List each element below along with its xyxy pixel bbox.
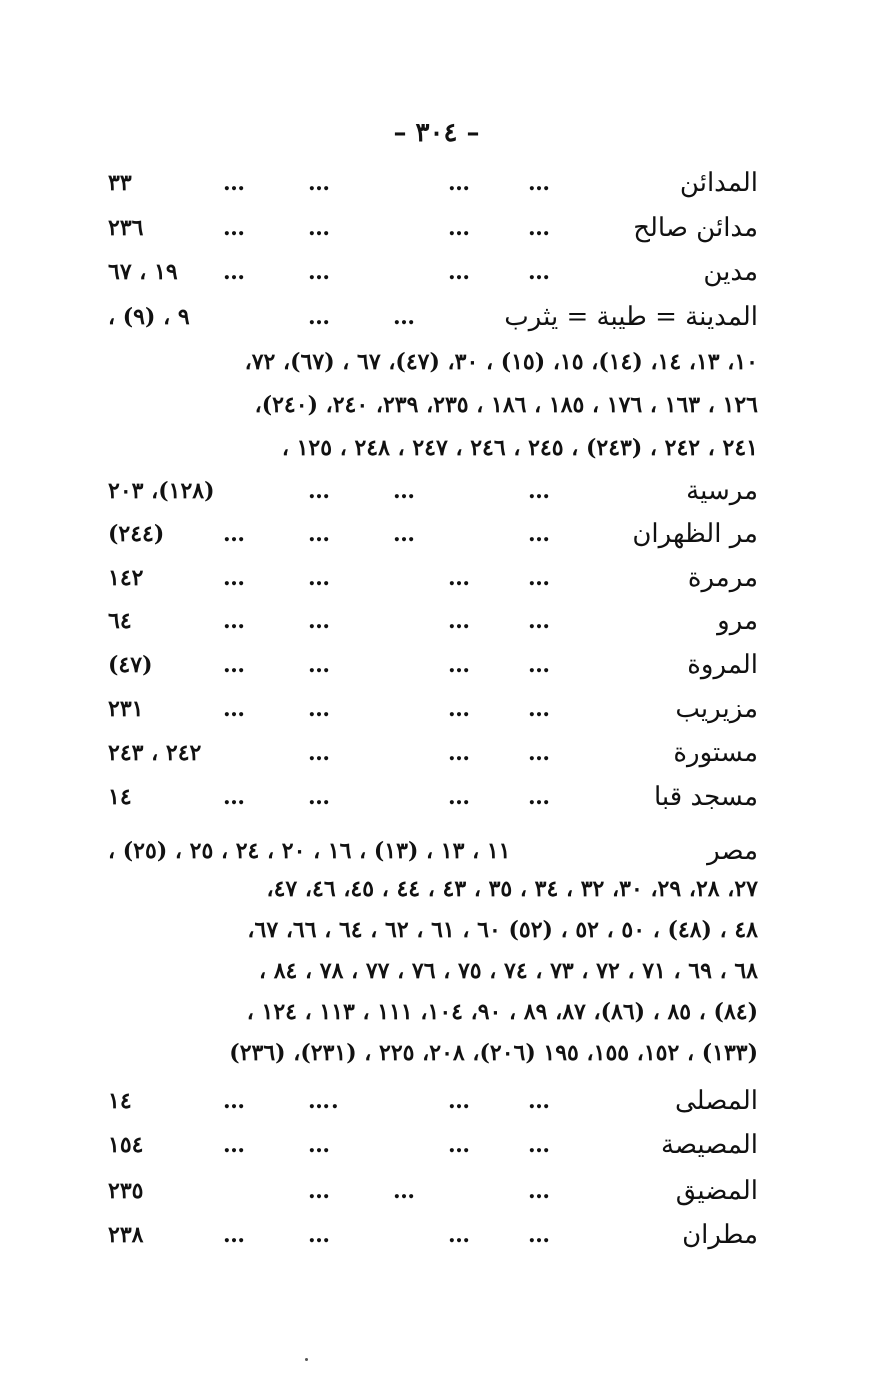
page-refs: ٢٣٨ [108, 1222, 144, 1248]
leader-dots: … [448, 652, 471, 678]
leader-dots: … [308, 478, 331, 504]
leader-dots: … [448, 565, 471, 591]
place-name: مسجد قبا [653, 782, 758, 812]
leader-dots: … [308, 1178, 331, 1204]
leader-dots: … [308, 170, 331, 196]
leader-dots: … [308, 565, 331, 591]
leader-dots: … [308, 215, 331, 241]
leader-dots: … [223, 521, 246, 547]
index-entry [108, 302, 758, 342]
leader-dots: … [528, 608, 551, 634]
leader-dots: … [308, 740, 331, 766]
index-entry [108, 257, 758, 297]
leader-dots: … [308, 304, 331, 330]
leader-dots: …. [308, 1088, 340, 1114]
leader-dots: … [308, 696, 331, 722]
page-refs: ١٤ [108, 1088, 132, 1114]
page-number: – ٣٠٤ – [393, 118, 480, 148]
place-name: المدينة = طيبة = يثرب [504, 302, 758, 332]
page-refs: ١٥٤ [108, 1132, 144, 1158]
leader-dots: … [393, 521, 416, 547]
index-entry [108, 836, 758, 876]
leader-dots: … [223, 652, 246, 678]
leader-dots: … [528, 259, 551, 285]
index-entry [108, 1086, 758, 1126]
place-name: مرسية [686, 476, 758, 506]
leader-dots: … [528, 215, 551, 241]
page-refs: ٢٣٦ [108, 215, 144, 241]
leader-dots: … [308, 652, 331, 678]
leader-dots: … [223, 215, 246, 241]
page-refs: ٢٣١ [108, 696, 144, 722]
paper-speck [305, 1358, 308, 1361]
page-refs-continued: ١٠، ١٣، ١٤، (١٤)، ١٥، (١٥) ، ٣٠، (٤٧)، ٦٧ ، (٦٧)، ٧٢، [244, 349, 758, 375]
leader-dots: … [223, 1088, 246, 1114]
leader-dots: … [308, 259, 331, 285]
leader-dots: … [308, 608, 331, 634]
leader-dots: … [308, 784, 331, 810]
index-entry [108, 168, 758, 208]
leader-dots: … [528, 652, 551, 678]
leader-dots: … [223, 784, 246, 810]
place-name: مصر [707, 836, 758, 866]
place-name: المدائن [679, 168, 758, 198]
place-name: مدائن صالح [633, 213, 758, 243]
page-refs: (٢٤٤) [108, 521, 165, 547]
page-refs: ٦٤ [108, 608, 132, 634]
leader-dots: … [308, 1132, 331, 1158]
leader-dots: … [528, 565, 551, 591]
index-entry [108, 213, 758, 253]
index-entry [108, 563, 758, 603]
page-refs: ٩ ، (٩) ، [108, 304, 190, 330]
place-name: المضيق [675, 1176, 758, 1206]
leader-dots: … [448, 784, 471, 810]
leader-dots: … [448, 1088, 471, 1114]
leader-dots: … [393, 478, 416, 504]
index-entry [108, 1176, 758, 1216]
leader-dots: … [448, 740, 471, 766]
leader-dots: … [393, 304, 416, 330]
leader-dots: … [448, 215, 471, 241]
page-refs-continued: ١٢٦ ، ١٦٣ ، ١٧٦ ، ١٨٥ ، ١٨٦ ، ٢٣٥، ٢٣٩، ٢٤٠، (٢٤٠)، [254, 392, 758, 418]
page-refs: (١٢٨)، ٢٠٣ [108, 478, 215, 504]
leader-dots: … [528, 1178, 551, 1204]
leader-dots: … [528, 170, 551, 196]
leader-dots: … [223, 259, 246, 285]
place-name: مستورة [673, 738, 758, 768]
index-entry [108, 476, 758, 516]
index-entry [108, 738, 758, 778]
leader-dots: … [223, 1222, 246, 1248]
leader-dots: … [528, 478, 551, 504]
index-entry [108, 1130, 758, 1170]
page-refs: ٣٣ [108, 170, 132, 196]
page-refs-continued: ٤٨ ، (٤٨) ، ٥٠ ، ٥٢ ، (٥٢) ٦٠ ، ٦١ ، ٦٢ ، ٦٤ ، ٦٦، ٦٧، [247, 917, 758, 943]
index-entry [108, 694, 758, 734]
page-refs: ١١ ، ١٣ ، (١٣) ، ١٦ ، ٢٠ ، ٢٤ ، ٢٥ ، (٢٥) ، [108, 838, 511, 864]
place-name: مدين [703, 257, 758, 287]
index-entry [108, 782, 758, 822]
leader-dots: … [448, 170, 471, 196]
index-entry [108, 1220, 758, 1260]
leader-dots: … [448, 1132, 471, 1158]
page-refs-continued: ٦٨ ، ٦٩ ، ٧١ ، ٧٢ ، ٧٣ ، ٧٤ ، ٧٥ ، ٧٦ ، ٧٧ ، ٧٨ ، ٨٤ ، [258, 958, 758, 984]
leader-dots: … [528, 1222, 551, 1248]
leader-dots: … [528, 740, 551, 766]
leader-dots: … [223, 1132, 246, 1158]
page-refs: (٤٧) [108, 652, 153, 678]
index-entry [108, 650, 758, 690]
leader-dots: … [528, 521, 551, 547]
place-name: المروة [687, 650, 758, 680]
index-entry [108, 606, 758, 646]
page-refs-continued: ٢٤١ ، ٢٤٢ ، (٢٤٣) ، ٢٤٥ ، ٢٤٦ ، ٢٤٧ ، ٢٤٨ ، ١٢٥ ، [281, 435, 758, 461]
place-name: مرو [717, 606, 758, 636]
page-refs: ١٤٢ [108, 565, 144, 591]
page-refs: ١٤ [108, 784, 132, 810]
leader-dots: … [223, 608, 246, 634]
leader-dots: … [223, 696, 246, 722]
page-refs: ٢٣٥ [108, 1178, 144, 1204]
leader-dots: … [528, 1088, 551, 1114]
leader-dots: … [448, 1222, 471, 1248]
leader-dots: … [393, 1178, 416, 1204]
leader-dots: … [448, 696, 471, 722]
place-name: مر الظهران [632, 519, 758, 549]
page-refs: ٢٤٢ ، ٢٤٣ [108, 740, 202, 766]
leader-dots: … [528, 1132, 551, 1158]
leader-dots: … [528, 696, 551, 722]
page-refs-continued: ٢٧، ٢٨، ٢٩، ٣٠، ٣٢ ، ٣٤ ، ٣٥ ، ٤٣ ، ٤٤ ، ٤٥، ٤٦، ٤٧، [266, 876, 758, 902]
leader-dots: … [223, 170, 246, 196]
page-refs: ١٩ ، ٦٧ [108, 259, 178, 285]
leader-dots: … [448, 259, 471, 285]
page-refs-continued: (٨٤) ، ٨٥ ، (٨٦)، ٨٧، ٨٩ ، ٩٠، ١٠٤، ١١١ ، ١١٣ ، ١٢٤ ، [246, 999, 758, 1025]
place-name: المصيصة [660, 1130, 758, 1160]
leader-dots: … [308, 1222, 331, 1248]
place-name: مرمرة [687, 563, 758, 593]
leader-dots: … [528, 784, 551, 810]
leader-dots: … [308, 521, 331, 547]
place-name: مزيريب [675, 694, 758, 724]
leader-dots: … [223, 565, 246, 591]
place-name: المصلى [674, 1086, 758, 1116]
page-refs-continued: (١٣٣) ، ١٥٢، ١٥٥، ١٩٥ (٢٠٦)، ٢٠٨، ٢٢٥ ، (٢٣١)، (٢٣٦) [229, 1040, 758, 1066]
leader-dots: … [448, 608, 471, 634]
place-name: مطران [682, 1220, 758, 1250]
index-entry [108, 519, 758, 559]
